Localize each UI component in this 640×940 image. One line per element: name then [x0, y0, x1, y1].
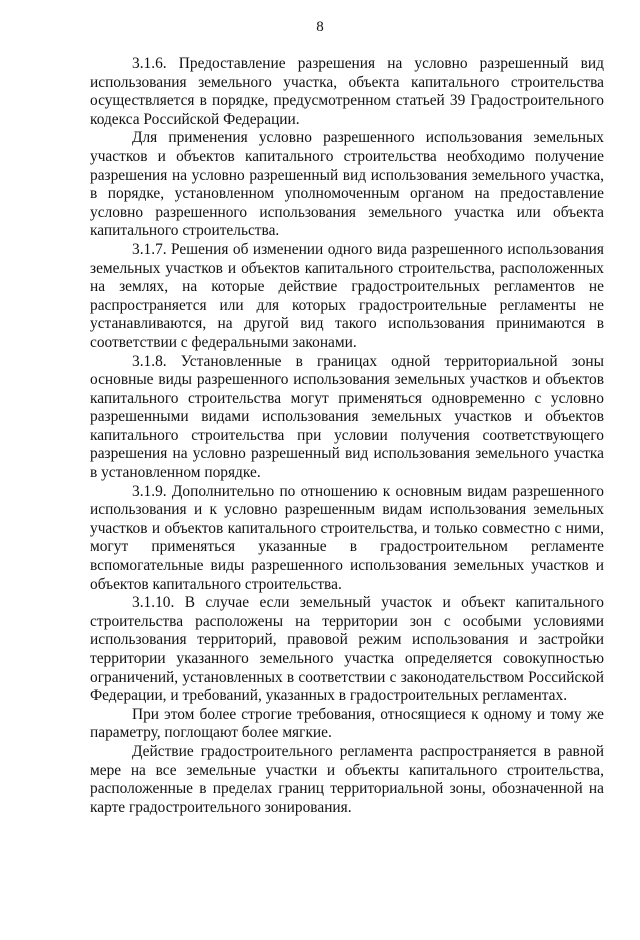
- paragraph-3-1-10: 3.1.10. В случае если земельный участок и объект капитального строительства расположены на территории зон с особыми условиями использования территорий, правовой режим использования и застройки территории указанного земельного участка определяется совокупностью ограничений, установленных в соответствии с законодательством Российской Федерации, и требований, указанных в градостроительных регламентах.: [90, 594, 604, 705]
- page-number: 8: [316, 19, 324, 35]
- paragraph-regulation-scope: Действие градостроительного регламента распространяется в равной мере на все земельные участки и объекты капитального строительства, расположенные в пределах границ территориальной зоны, обозначенной на карте градостроительного зонирования.: [90, 742, 604, 816]
- paragraph-stricter-requirements: При этом более строгие требования, относящиеся к одному и тому же параметру, поглощают более мягкие.: [90, 705, 604, 742]
- paragraph-3-1-8: 3.1.8. Установленные в границах одной территориальной зоны основные виды разрешенного использования земельных участков и объектов капитального строительства могут применяться одновременно с условно разрешенными видами использования земельных участков и объектов капитального строительства при условии получения соответствующего разрешения на условно разрешенный вид использования земельного участка в установленном порядке.: [90, 352, 604, 482]
- paragraph-3-1-9: 3.1.9. Дополнительно по отношению к основным видам разрешенного использования и к условно разрешенным видам использования земельных участков и объектов капитального строительства, и только совместно с ними, могут применяться указанные в градостроительном регламенте вспомогательные виды разрешенного использования земельных участков и объектов капитального строительства.: [90, 482, 604, 593]
- document-body: [90, 55, 604, 817]
- paragraph-conditional-use: Для применения условно разрешенного использования земельных участков и объектов капитального строительства необходимо получение разрешения на условно разрешенный вид использования земельного участка, в порядке, установленном уполномоченным органом на предоставление условно разрешенного использования земельного участка или объекта капитального строительства.: [90, 129, 604, 240]
- paragraph-3-1-7: 3.1.7. Решения об изменении одного вида разрешенного использования земельных участков и объектов капитального строительства, расположенных на землях, на которые действие градостроительных регламентов не распространяется или для которых градостроительные регламенты не устанавливаются, на другой вид такого использования принимаются в соответствии с федеральными законами.: [90, 240, 604, 351]
- paragraph-3-1-6: 3.1.6. Предоставление разрешения на условно разрешенный вид использования земельного участка, объекта капитального строительства осуществляется в порядке, предусмотренном статьей 39 Градостроительного кодекса Российской Федерации.: [90, 55, 604, 128]
